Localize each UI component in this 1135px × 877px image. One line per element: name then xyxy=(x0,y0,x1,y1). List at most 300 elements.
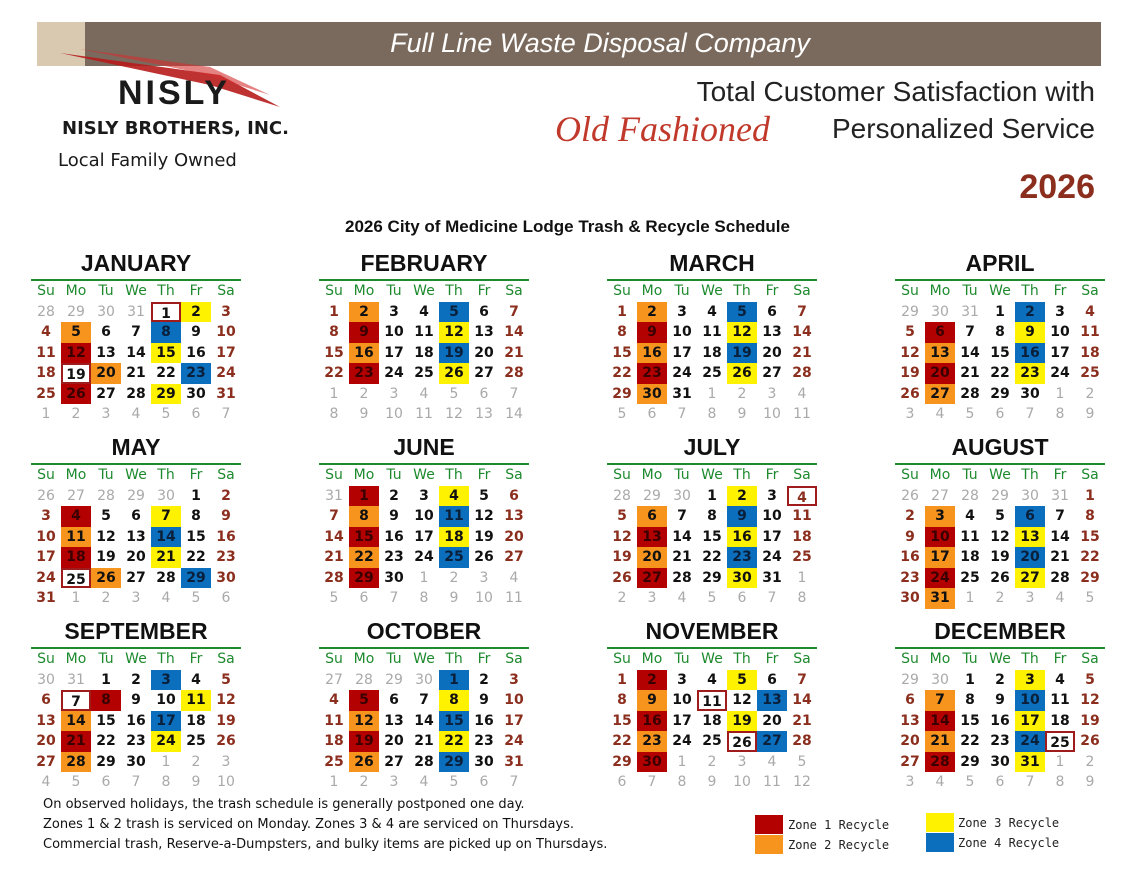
week-row xyxy=(319,568,529,589)
week-row xyxy=(31,322,241,343)
weekday-label: Su xyxy=(901,283,919,299)
day-cell: 11 xyxy=(960,528,980,545)
weekday-label: Fr xyxy=(765,283,779,299)
day-cell: 7 xyxy=(767,590,777,606)
day-cell: 13 xyxy=(1015,527,1045,548)
day-cell: 7 xyxy=(1025,406,1035,422)
logo-name: NISLY xyxy=(118,74,231,112)
weekday-label: Fr xyxy=(1053,283,1067,299)
day-cell: 29 xyxy=(181,568,211,589)
day-cell: 6 xyxy=(101,774,111,790)
day-cell: 29 xyxy=(702,569,722,586)
day-cell: 6 xyxy=(479,774,489,790)
day-cell: 30 xyxy=(157,487,175,504)
day-cell: 5 xyxy=(191,590,201,606)
day-cell: 2 xyxy=(995,671,1005,688)
family-tagline: Local Family Owned xyxy=(58,150,237,171)
day-cell: 5 xyxy=(727,670,757,691)
day-cell: 6 xyxy=(191,406,201,422)
week-row xyxy=(31,363,241,384)
day-cell: 29 xyxy=(385,671,403,688)
day-cell: 5 xyxy=(727,302,757,323)
day-cell: 21 xyxy=(126,365,146,381)
weekday-label: Fr xyxy=(477,467,491,483)
day-cell: 6 xyxy=(389,692,399,708)
day-cell: 29 xyxy=(439,752,469,773)
day-cell: 31 xyxy=(925,588,955,609)
day-cell: 30 xyxy=(1020,385,1040,402)
day-cell: 21 xyxy=(1050,549,1070,565)
day-cell: 8 xyxy=(617,324,627,340)
day-cell: 11 xyxy=(505,590,523,606)
day-cell: 1 xyxy=(677,753,687,770)
week-row xyxy=(607,302,817,323)
day-cell: 11 xyxy=(36,344,56,361)
day-cell: 10 xyxy=(672,324,692,340)
day-cell: 14 xyxy=(61,711,91,732)
day-cell: 26 xyxy=(727,363,757,384)
weekday-label: Fr xyxy=(765,467,779,483)
day-cell: 1 xyxy=(419,569,429,586)
day-cell: 23 xyxy=(990,733,1010,749)
week-row xyxy=(607,506,817,527)
weekday-header xyxy=(895,281,1105,302)
day-cell: 9 xyxy=(349,322,379,343)
weekday-label: Fr xyxy=(477,283,491,299)
day-cell: 2 xyxy=(389,487,399,504)
weekday-label: Th xyxy=(445,651,463,667)
weekday-label: Sa xyxy=(793,283,811,299)
day-cell: 10 xyxy=(733,774,751,790)
day-cell: 5 xyxy=(617,406,627,422)
day-cell: 9 xyxy=(727,506,757,527)
weekday-label: Tu xyxy=(674,651,690,667)
day-cell: 3 xyxy=(905,774,915,790)
day-cell: 20 xyxy=(126,549,146,565)
day-cell: 15 xyxy=(151,343,181,364)
week-row xyxy=(31,547,241,568)
day-cell: 30 xyxy=(97,303,115,320)
day-cell: 14 xyxy=(504,324,524,340)
day-cell: 13 xyxy=(126,528,146,545)
day-cell: 21 xyxy=(672,549,692,565)
day-cell: 21 xyxy=(792,344,812,361)
week-row xyxy=(31,302,241,323)
day-cell: 4 xyxy=(1055,590,1065,606)
day-cell: 6 xyxy=(1015,506,1045,527)
day-cell: 28 xyxy=(414,753,434,770)
day-cell: 20 xyxy=(91,363,121,384)
day-cell: 7 xyxy=(647,774,657,790)
day-cell: 27 xyxy=(96,385,116,402)
day-cell: 29 xyxy=(990,385,1010,402)
week-row xyxy=(607,711,817,732)
day-cell: 18 xyxy=(439,527,469,548)
weekday-label: Mo xyxy=(929,651,951,667)
day-cell: 10 xyxy=(762,508,782,524)
week-row xyxy=(31,588,241,609)
day-cell: 12 xyxy=(61,343,91,364)
day-cell: 24 xyxy=(1050,365,1070,381)
weekday-label: Su xyxy=(37,651,55,667)
day-cell: 20 xyxy=(384,733,404,749)
week-row xyxy=(607,527,817,548)
day-cell: 17 xyxy=(1050,344,1070,361)
weekday-label: Su xyxy=(325,283,343,299)
day-cell: 17 xyxy=(414,528,434,545)
weekday-label: Tu xyxy=(386,467,402,483)
day-cell: 4 xyxy=(509,569,519,586)
day-cell: 10 xyxy=(385,406,403,422)
weekday-label: Su xyxy=(613,467,631,483)
day-cell: 8 xyxy=(1055,774,1065,790)
day-cell: 16 xyxy=(474,712,494,729)
day-cell: 15 xyxy=(324,344,344,361)
day-cell: 9 xyxy=(637,690,667,711)
day-cell: 30 xyxy=(216,569,236,586)
day-cell: 14 xyxy=(672,528,692,545)
day-cell: 30 xyxy=(415,671,433,688)
day-cell: 17 xyxy=(672,344,692,361)
day-cell: 7 xyxy=(419,692,429,708)
day-cell: 10 xyxy=(384,324,404,340)
week-row xyxy=(607,384,817,405)
day-cell: 16 xyxy=(349,343,379,364)
week-row xyxy=(895,547,1105,568)
day-cell: 10 xyxy=(925,527,955,548)
week-row xyxy=(319,343,529,364)
day-cell: 10 xyxy=(475,590,493,606)
day-cell: 14 xyxy=(792,324,812,340)
day-cell: 9 xyxy=(995,692,1005,708)
day-cell: 29 xyxy=(349,568,379,589)
day-cell: 11 xyxy=(439,506,469,527)
weekday-label: We xyxy=(125,467,147,483)
day-cell: 31 xyxy=(67,671,85,688)
day-cell: 27 xyxy=(504,549,524,565)
zone1-swatch xyxy=(755,815,783,834)
weekday-label: We xyxy=(701,283,723,299)
day-cell: 14 xyxy=(960,344,980,361)
day-cell: 6 xyxy=(479,385,489,402)
day-cell: 5 xyxy=(797,753,807,770)
weekday-label: Su xyxy=(901,467,919,483)
day-cell: 31 xyxy=(216,385,236,402)
week-row xyxy=(895,343,1105,364)
day-cell: 1 xyxy=(439,670,469,691)
day-cell: 21 xyxy=(151,547,181,568)
day-cell: 7 xyxy=(797,671,807,688)
note-line: Zones 1 & 2 trash is serviced on Monday. Zones 3 & 4 are serviced on Thursdays. xyxy=(43,817,575,832)
note-line: Commercial trash, Reserve-a-Dumpsters, and bulky items are picked up on Thursdays. xyxy=(43,837,608,852)
day-cell: 23 xyxy=(1015,363,1045,384)
day-cell: 19 xyxy=(349,731,379,752)
day-cell: 31 xyxy=(672,385,692,402)
weekday-label: We xyxy=(989,283,1011,299)
day-cell: 13 xyxy=(96,344,116,361)
day-cell: 5 xyxy=(905,324,915,340)
weekday-label: Tu xyxy=(386,283,402,299)
day-cell: 2 xyxy=(905,508,915,524)
day-cell: 15 xyxy=(702,528,722,545)
day-cell: 28 xyxy=(1050,569,1070,586)
day-cell: 1 xyxy=(329,774,339,790)
day-cell: 6 xyxy=(131,508,141,524)
day-cell: 14 xyxy=(505,406,523,422)
day-cell: 21 xyxy=(61,731,91,752)
week-row xyxy=(31,384,241,405)
day-cell: 6 xyxy=(767,303,777,320)
month-title: SEPTEMBER xyxy=(64,618,208,644)
day-cell: 31 xyxy=(127,303,145,320)
banner-title: Full Line Waste Disposal Company xyxy=(390,28,810,58)
month-november xyxy=(607,618,817,793)
day-cell: 19 xyxy=(1080,712,1100,729)
day-cell: 3 xyxy=(677,303,687,320)
day-cell: 21 xyxy=(504,344,524,361)
day-cell: 14 xyxy=(151,527,181,548)
day-cell: 21 xyxy=(792,712,812,729)
day-cell: 2 xyxy=(617,590,627,606)
day-cell: 20 xyxy=(762,712,782,729)
day-cell: 13 xyxy=(925,343,955,364)
day-cell: 26 xyxy=(349,752,379,773)
day-cell: 12 xyxy=(445,406,463,422)
day-cell: 17 xyxy=(762,528,782,545)
day-cell: 28 xyxy=(97,487,115,504)
day-cell: 10 xyxy=(217,774,235,790)
weekday-label: Mo xyxy=(929,467,951,483)
day-cell: 6 xyxy=(767,671,777,688)
day-cell: 22 xyxy=(702,549,722,565)
day-cell: 27 xyxy=(67,487,85,504)
weekday-label: We xyxy=(413,651,435,667)
day-cell: 18 xyxy=(186,712,206,729)
day-cell: 9 xyxy=(389,508,399,524)
day-cell: 8 xyxy=(677,774,687,790)
day-cell: 1 xyxy=(161,753,171,770)
day-cell: 13 xyxy=(36,712,56,729)
day-cell: 25 xyxy=(1080,365,1100,381)
day-cell: 5 xyxy=(995,508,1005,524)
day-cell: 8 xyxy=(439,690,469,711)
month-may xyxy=(31,434,241,609)
zone2-label: Zone 2 Recycle xyxy=(788,838,890,852)
day-cell: 10 xyxy=(1015,690,1045,711)
day-cell: 13 xyxy=(757,690,787,711)
day-cell: 9 xyxy=(221,508,231,524)
weekday-label: Mo xyxy=(641,283,663,299)
week-row xyxy=(319,588,529,609)
weekday-label: Mo xyxy=(929,283,951,299)
week-row xyxy=(607,731,817,752)
day-cell: 24 xyxy=(36,569,56,586)
day-cell: 1 xyxy=(329,303,339,320)
weekday-label: We xyxy=(125,283,147,299)
day-cell: 29 xyxy=(960,753,980,770)
day-cell: 19 xyxy=(727,711,757,732)
day-cell: 31 xyxy=(762,569,782,586)
day-cell: 7 xyxy=(221,406,231,422)
day-cell: 6 xyxy=(647,406,657,422)
week-row xyxy=(895,690,1105,711)
day-cell: 26 xyxy=(37,487,55,504)
day-cell: 17 xyxy=(672,712,692,729)
week-row xyxy=(319,322,529,343)
day-cell: 8 xyxy=(349,506,379,527)
day-cell: 29 xyxy=(127,487,145,504)
day-cell: 26 xyxy=(990,569,1010,586)
day-cell: 21 xyxy=(414,733,434,749)
weekday-label: Tu xyxy=(962,283,978,299)
day-cell: 28 xyxy=(156,569,176,586)
day-cell: 9 xyxy=(191,774,201,790)
weekday-label: Tu xyxy=(674,283,690,299)
day-cell: 21 xyxy=(324,549,344,565)
day-cell: 4 xyxy=(707,303,717,320)
day-cell: 28 xyxy=(960,385,980,402)
weekday-label: We xyxy=(413,467,435,483)
week-row xyxy=(895,363,1105,384)
week-row xyxy=(319,506,529,527)
day-cell: 22 xyxy=(990,365,1010,381)
week-row xyxy=(319,486,529,507)
day-cell: 24 xyxy=(925,568,955,589)
day-cell: 5 xyxy=(161,406,171,422)
day-cell: 29 xyxy=(612,753,632,770)
day-cell: 2 xyxy=(191,753,201,770)
schedule-title: 2026 City of Medicine Lodge Trash & Recycle Schedule xyxy=(345,217,790,236)
week-row xyxy=(895,527,1105,548)
week-row xyxy=(319,527,529,548)
day-cell: 4 xyxy=(797,385,807,402)
weekday-label: Tu xyxy=(962,467,978,483)
day-cell: 16 xyxy=(186,344,206,361)
day-cell: 14 xyxy=(792,692,812,708)
day-cell: 10 xyxy=(156,692,176,708)
week-row xyxy=(895,670,1105,691)
day-cell: 13 xyxy=(637,527,667,548)
week-row xyxy=(31,568,241,589)
week-row xyxy=(607,752,817,773)
weekday-label: Sa xyxy=(793,467,811,483)
day-cell: 4 xyxy=(61,506,91,527)
week-row xyxy=(607,670,817,691)
month-title: MARCH xyxy=(669,250,755,276)
weekday-label: Sa xyxy=(217,283,235,299)
day-cell: 11 xyxy=(763,774,781,790)
day-cell: 27 xyxy=(900,753,920,770)
day-cell: 22 xyxy=(1080,549,1100,565)
day-cell: 7 xyxy=(925,690,955,711)
day-cell: 22 xyxy=(960,733,980,749)
day-cell: 24 xyxy=(504,733,524,749)
day-cell: 28 xyxy=(126,385,146,402)
day-cell: 2 xyxy=(101,590,111,606)
day-cell: 24 xyxy=(414,549,434,565)
day-cell: 4 xyxy=(935,774,945,790)
weekday-header xyxy=(319,649,529,670)
weekday-label: Th xyxy=(733,651,751,667)
day-cell: 3 xyxy=(737,753,747,770)
week-row xyxy=(607,588,817,609)
day-cell: 3 xyxy=(1055,303,1065,320)
week-row xyxy=(319,711,529,732)
day-cell: 17 xyxy=(216,344,236,361)
day-cell: 29 xyxy=(901,671,919,688)
day-cell: 7 xyxy=(509,303,519,320)
week-row xyxy=(31,527,241,548)
day-cell: 22 xyxy=(612,733,632,749)
day-cell: 18 xyxy=(792,528,812,545)
day-cell: 5 xyxy=(439,302,469,323)
day-cell: 1 xyxy=(617,671,627,688)
day-cell: 11 xyxy=(414,324,434,340)
day-cell: 17 xyxy=(384,344,404,361)
month-july xyxy=(607,434,817,609)
day-cell: 8 xyxy=(151,322,181,343)
day-cell: 8 xyxy=(707,406,717,422)
day-cell: 29 xyxy=(96,753,116,770)
day-cell: 2 xyxy=(1085,753,1095,770)
day-cell: 10 xyxy=(672,692,692,708)
day-cell: 30 xyxy=(384,569,404,586)
day-cell: 30 xyxy=(37,671,55,688)
day-cell: 11 xyxy=(1050,692,1070,708)
day-cell: 23 xyxy=(900,569,920,586)
day-cell: 1 xyxy=(349,486,379,507)
day-cell: 5 xyxy=(449,385,459,402)
day-cell: 29 xyxy=(612,385,632,402)
day-cell: 17 xyxy=(504,712,524,729)
day-cell: 9 xyxy=(637,322,667,343)
day-cell: 2 xyxy=(349,302,379,323)
zone2-swatch xyxy=(755,835,783,854)
weekday-label: Th xyxy=(445,467,463,483)
weekday-label: We xyxy=(701,467,723,483)
weekday-label: Mo xyxy=(353,283,375,299)
day-cell: 2 xyxy=(637,670,667,691)
day-cell: 15 xyxy=(612,344,632,361)
day-cell: 12 xyxy=(96,528,116,545)
weekday-label: Su xyxy=(37,283,55,299)
weekday-label: Fr xyxy=(189,467,203,483)
week-row xyxy=(895,322,1105,343)
day-cell: 30 xyxy=(931,671,949,688)
day-cell: 23 xyxy=(637,363,667,384)
day-cell: 1 xyxy=(151,302,181,323)
week-row xyxy=(607,547,817,568)
day-cell: 12 xyxy=(732,692,752,708)
day-cell: 28 xyxy=(324,569,344,586)
day-cell: 10 xyxy=(216,324,236,340)
day-cell: 4 xyxy=(787,486,817,507)
day-cell: 15 xyxy=(612,712,632,729)
day-cell: 3 xyxy=(221,753,231,770)
day-cell: 28 xyxy=(355,671,373,688)
day-cell: 2 xyxy=(1085,385,1095,402)
notes xyxy=(43,795,607,855)
week-row xyxy=(31,670,241,691)
tagline-line-2: Personalized Service xyxy=(831,113,1095,144)
day-cell: 31 xyxy=(504,753,524,770)
day-cell: 28 xyxy=(961,487,979,504)
weekday-label: Sa xyxy=(1081,467,1099,483)
day-cell: 3 xyxy=(677,671,687,688)
month-april xyxy=(895,250,1105,425)
week-row xyxy=(895,302,1105,323)
day-cell: 7 xyxy=(1025,774,1035,790)
